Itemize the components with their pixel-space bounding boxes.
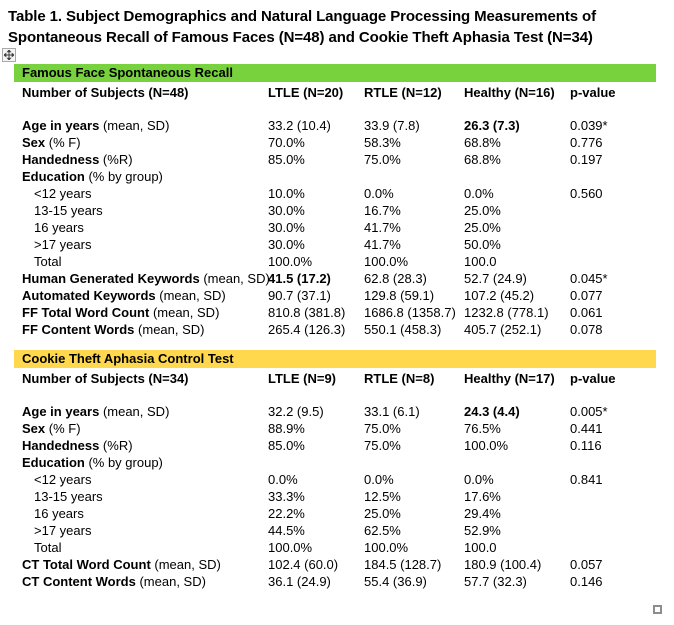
- cell-value: 100.0%: [268, 254, 313, 269]
- section-band: Famous Face Spontaneous Recall: [14, 64, 656, 82]
- cell-value: 33.2 (10.4): [268, 118, 331, 133]
- column-header: RTLE (N=12): [364, 85, 442, 100]
- cell-value: 102.4 (60.0): [268, 557, 339, 572]
- column-header-row: [14, 370, 656, 387]
- cell-value: [364, 454, 464, 471]
- cell-value: 62.8 (28.3): [364, 271, 427, 286]
- table-move-handle[interactable]: [2, 48, 16, 62]
- cell-value: 0.0%: [268, 472, 298, 487]
- row-label: >17 years: [34, 237, 92, 252]
- table-section-0: [14, 64, 656, 338]
- cell-value: 0.061: [570, 305, 603, 320]
- blank-row: [14, 387, 656, 403]
- table-row: [14, 471, 656, 488]
- table-row: [14, 117, 656, 134]
- cell-value: 0.077: [570, 288, 603, 303]
- cell-value: 0.045*: [570, 271, 608, 286]
- cell-value: 41.7%: [364, 237, 401, 252]
- row-label-unit: (mean, SD): [99, 404, 170, 419]
- cell-value: 0.0%: [464, 472, 494, 487]
- row-label-unit: (mean, SD): [150, 557, 221, 572]
- table-row: [14, 488, 656, 505]
- row-label: [14, 304, 268, 321]
- column-header: LTLE (N=9): [268, 371, 337, 386]
- row-label-term: Education: [22, 169, 85, 184]
- cell-value: 68.8%: [464, 152, 501, 167]
- table-row: [14, 522, 656, 539]
- column-header-row: [14, 84, 656, 101]
- row-label: [14, 556, 268, 573]
- row-label: [14, 134, 268, 151]
- row-label: [14, 270, 268, 287]
- table-row: [14, 403, 656, 420]
- blank-row: [14, 101, 656, 117]
- table-row: [14, 134, 656, 151]
- cell-value: [464, 168, 570, 185]
- cell-value: 52.9%: [464, 523, 501, 538]
- cell-value: [570, 253, 656, 270]
- row-label: [14, 420, 268, 437]
- cell-value: 33.1 (6.1): [364, 404, 420, 419]
- cell-value: 0.441: [570, 421, 603, 436]
- row-label-term: Automated Keywords: [22, 288, 156, 303]
- cell-value: [570, 454, 656, 471]
- column-header: RTLE (N=8): [364, 371, 435, 386]
- cell-value: [268, 168, 364, 185]
- row-label: [14, 454, 268, 471]
- cell-value: 55.4 (36.9): [364, 574, 427, 589]
- move-cross-icon: [4, 50, 14, 60]
- table-row: [14, 437, 656, 454]
- cell-value: 41.5 (17.2): [268, 271, 331, 286]
- column-header: p-value: [570, 371, 616, 386]
- cell-value: 70.0%: [268, 135, 305, 150]
- cell-value: 25.0%: [464, 203, 501, 218]
- row-label-unit: (% F): [45, 135, 81, 150]
- row-label-unit: (mean, SD): [155, 288, 226, 303]
- row-label-term: FF Content Words: [22, 322, 135, 337]
- row-label: [14, 168, 268, 185]
- cell-value: 550.1 (458.3): [364, 322, 442, 337]
- cell-value: 22.2%: [268, 506, 305, 521]
- row-label-term: CT Content Words: [22, 574, 136, 589]
- cell-value: 0.057: [570, 557, 603, 572]
- cell-value: 0.0%: [464, 186, 494, 201]
- table-row: [14, 556, 656, 573]
- row-label: >17 years: [34, 523, 92, 538]
- cell-value: 75.0%: [364, 421, 401, 436]
- cell-value: 0.116: [570, 438, 602, 453]
- cell-value: 1686.8 (1358.7): [364, 305, 456, 320]
- row-label: [14, 437, 268, 454]
- cell-value: 57.7 (32.3): [464, 574, 527, 589]
- cell-value: 62.5%: [364, 523, 401, 538]
- cell-value: 33.9 (7.8): [364, 118, 420, 133]
- row-label: [14, 573, 268, 590]
- cell-value: 26.3 (7.3): [464, 118, 520, 133]
- row-label: [14, 321, 268, 338]
- column-header: p-value: [570, 85, 616, 100]
- cell-value: 90.7 (37.1): [268, 288, 331, 303]
- row-label-term: Age in years: [22, 118, 100, 133]
- cell-value: 184.5 (128.7): [364, 557, 442, 572]
- row-label-term: CT Total Word Count: [22, 557, 151, 572]
- cell-value: [570, 505, 656, 522]
- column-header: Healthy (N=16): [464, 85, 555, 100]
- row-label-unit: (% by group): [84, 169, 163, 184]
- column-header: Number of Subjects (N=34): [22, 371, 189, 386]
- row-label: 16 years: [34, 220, 84, 235]
- cell-value: 44.5%: [268, 523, 305, 538]
- cell-value: 85.0%: [268, 152, 305, 167]
- row-label: [14, 287, 268, 304]
- table-row: [14, 236, 656, 253]
- cell-value: [464, 454, 570, 471]
- table-row: [14, 321, 656, 338]
- column-header: LTLE (N=20): [268, 85, 344, 100]
- cell-value: 10.0%: [268, 186, 305, 201]
- row-label-unit: (%R): [99, 438, 133, 453]
- cell-value: 25.0%: [464, 220, 501, 235]
- cell-value: 0.776: [570, 135, 603, 150]
- cell-value: 12.5%: [364, 489, 401, 504]
- table-row: [14, 573, 656, 590]
- cell-value: 810.8 (381.8): [268, 305, 346, 320]
- table-row: [14, 287, 656, 304]
- cell-value: [570, 168, 656, 185]
- cell-value: 0.005*: [570, 404, 608, 419]
- cell-value: 17.6%: [464, 489, 501, 504]
- row-label: [14, 151, 268, 168]
- cell-value: 107.2 (45.2): [464, 288, 535, 303]
- row-label-term: Handedness: [22, 438, 100, 453]
- row-label-term: Human Generated Keywords: [22, 271, 200, 286]
- row-label-unit: (% F): [45, 421, 81, 436]
- row-label-unit: (mean, SD): [99, 118, 170, 133]
- cell-value: 129.8 (59.1): [364, 288, 435, 303]
- cell-value: 32.2 (9.5): [268, 404, 324, 419]
- cell-value: 68.8%: [464, 135, 501, 150]
- table-row: [14, 505, 656, 522]
- row-label-unit: (mean, SD): [149, 305, 220, 320]
- row-label-unit: (mean, SD): [199, 271, 270, 286]
- cell-value: 30.0%: [268, 237, 305, 252]
- demographics-table: [14, 64, 656, 590]
- cell-value: [570, 236, 656, 253]
- row-label: <12 years: [34, 472, 92, 487]
- row-label-unit: (mean, SD): [134, 322, 205, 337]
- table-row: [14, 202, 656, 219]
- cell-value: 0.841: [570, 472, 603, 487]
- cell-value: [268, 454, 364, 471]
- column-header: Healthy (N=17): [464, 371, 555, 386]
- cell-value: 0.039*: [570, 118, 608, 133]
- cell-value: 52.7 (24.9): [464, 271, 527, 286]
- cell-value: 33.3%: [268, 489, 305, 504]
- section-band: Cookie Theft Aphasia Control Test: [14, 350, 656, 368]
- row-label-term: Age in years: [22, 404, 100, 419]
- table-row: [14, 454, 656, 471]
- row-label-unit: (mean, SD): [135, 574, 206, 589]
- cell-value: [570, 522, 656, 539]
- table-resize-handle[interactable]: [653, 605, 662, 614]
- row-label: 16 years: [34, 506, 84, 521]
- table-caption-line1: Table 1. Subject Demographics and Natural Language Processing Measurements of: [8, 8, 597, 25]
- cell-value: 100.0%: [464, 438, 509, 453]
- cell-value: 41.7%: [364, 220, 401, 235]
- cell-value: 76.5%: [464, 421, 501, 436]
- table-row: [14, 168, 656, 185]
- row-label: 13-15 years: [34, 489, 103, 504]
- row-label: [14, 117, 268, 134]
- cell-value: [570, 219, 656, 236]
- cell-value: 75.0%: [364, 438, 401, 453]
- cell-value: 30.0%: [268, 203, 305, 218]
- cell-value: 0.0%: [364, 472, 394, 487]
- table-row: [14, 304, 656, 321]
- column-header: Number of Subjects (N=48): [22, 85, 189, 100]
- cell-value: 30.0%: [268, 220, 305, 235]
- cell-value: 29.4%: [464, 506, 501, 521]
- row-label: Total: [34, 540, 62, 555]
- cell-value: [364, 168, 464, 185]
- cell-value: 50.0%: [464, 237, 501, 252]
- row-label: <12 years: [34, 186, 92, 201]
- table-row: [14, 185, 656, 202]
- cell-value: 405.7 (252.1): [464, 322, 542, 337]
- row-label-term: Sex: [22, 135, 46, 150]
- row-label-term: Handedness: [22, 152, 100, 167]
- table-row: [14, 270, 656, 287]
- row-label-term: Education: [22, 455, 85, 470]
- cell-value: 265.4 (126.3): [268, 322, 346, 337]
- cell-value: 100.0%: [364, 540, 409, 555]
- row-label-term: FF Total Word Count: [22, 305, 150, 320]
- table-row: [14, 420, 656, 437]
- cell-value: 58.3%: [364, 135, 401, 150]
- cell-value: [570, 488, 656, 505]
- cell-value: 180.9 (100.4): [464, 557, 542, 572]
- row-label-term: Sex: [22, 421, 46, 436]
- cell-value: 25.0%: [364, 506, 401, 521]
- cell-value: 0.197: [570, 152, 603, 167]
- table-row: [14, 253, 656, 270]
- cell-value: 0.560: [570, 186, 603, 201]
- cell-value: 85.0%: [268, 438, 305, 453]
- row-label: 13-15 years: [34, 203, 103, 218]
- cell-value: 100.0%: [364, 254, 409, 269]
- cell-value: 36.1 (24.9): [268, 574, 331, 589]
- cell-value: 1232.8 (778.1): [464, 305, 549, 320]
- cell-value: 16.7%: [364, 203, 401, 218]
- table-caption-line2: Spontaneous Recall of Famous Faces (N=48) and Cookie Theft Aphasia Test (N=34): [8, 29, 593, 46]
- cell-value: 100.0%: [268, 540, 313, 555]
- cell-value: 75.0%: [364, 152, 401, 167]
- row-label: Total: [34, 254, 62, 269]
- cell-value: 100.0: [464, 540, 497, 555]
- row-label-unit: (%R): [99, 152, 133, 167]
- table-row: [14, 539, 656, 556]
- table-row: [14, 219, 656, 236]
- cell-value: [570, 539, 656, 556]
- row-label: [14, 403, 268, 420]
- cell-value: 0.0%: [364, 186, 394, 201]
- cell-value: [570, 202, 656, 219]
- row-label-unit: (% by group): [84, 455, 163, 470]
- table-row: [14, 151, 656, 168]
- table-section-1: [14, 350, 656, 590]
- table-caption: [8, 6, 668, 48]
- cell-value: 88.9%: [268, 421, 305, 436]
- cell-value: 100.0: [464, 254, 497, 269]
- cell-value: 24.3 (4.4): [464, 404, 520, 419]
- cell-value: 0.146: [570, 574, 603, 589]
- cell-value: 0.078: [570, 322, 603, 337]
